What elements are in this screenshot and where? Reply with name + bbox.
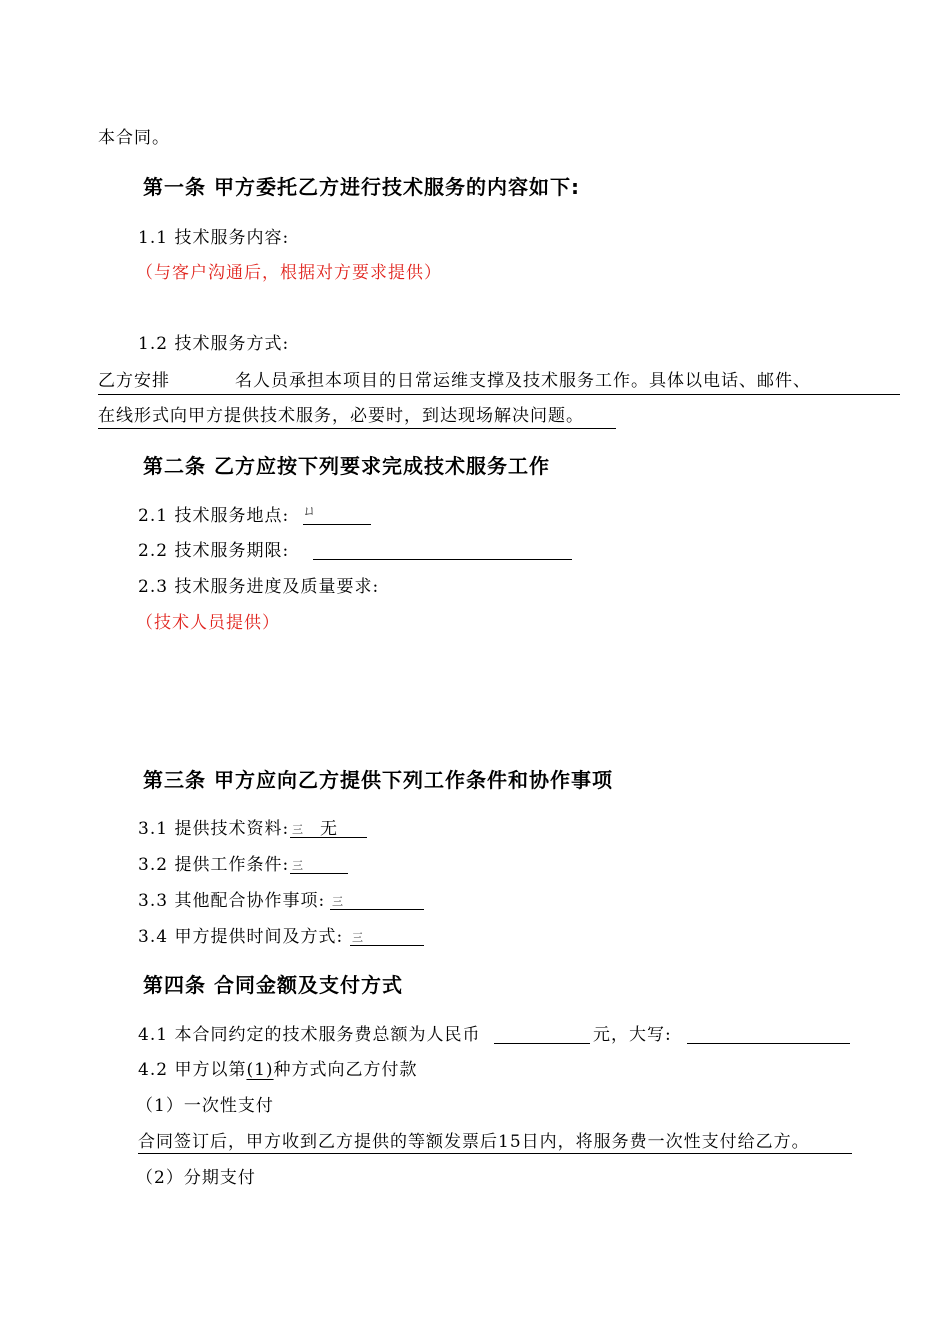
- item-4-1-amount-blank: [494, 1043, 590, 1044]
- item-1-1-note: （与客户沟通后，根据对方要求提供）: [136, 263, 442, 283]
- item-1-2-underline-1: [98, 394, 900, 395]
- payment-option-1: （1）一次性支付: [136, 1096, 274, 1116]
- item-2-2-blank: [313, 559, 572, 560]
- item-3-3-blank: [330, 909, 424, 910]
- item-3-2-mark: 三: [292, 859, 303, 872]
- item-3-4-label: 3.4 甲方提供时间及方式:: [138, 927, 344, 947]
- item-4-1-capital-blank: [687, 1043, 850, 1044]
- intro-text: 本合同。: [98, 128, 170, 148]
- item-1-2-text-a: 乙方安排: [98, 371, 170, 391]
- payment-option-2: （2）分期支付: [136, 1168, 256, 1188]
- item-3-1-blank: [290, 837, 367, 838]
- section-3-heading: 第三条 甲方应向乙方提供下列工作条件和协作事项: [143, 768, 613, 792]
- section-1-heading: 第一条 甲方委托乙方进行技术服务的内容如下:: [143, 175, 580, 199]
- item-2-1-label: 2.1 技术服务地点:: [138, 506, 290, 526]
- item-1-2-text-b: 名人员承担本项目的日常运维支撑及技术服务工作。具体以电话、邮件、: [235, 371, 811, 391]
- item-2-3-label: 2.3 技术服务进度及质量要求:: [138, 577, 380, 597]
- item-4-1-text-b: 元，大写:: [593, 1025, 672, 1045]
- item-4-2-choice: (1): [246, 1060, 274, 1080]
- payment-option-1-underline: [138, 1153, 852, 1154]
- item-3-2-blank: [290, 873, 348, 874]
- item-4-2-line: [138, 1059, 418, 1081]
- item-2-2-label: 2.2 技术服务期限:: [138, 541, 290, 561]
- item-4-2-text-b: 种方式向乙方付款: [273, 1060, 418, 1080]
- item-3-1-mark: 三: [292, 823, 303, 836]
- item-1-1-label: 1.1 技术服务内容:: [138, 228, 290, 248]
- item-4-1-text-a: 4.1 本合同约定的技术服务费总额为人民币: [138, 1025, 481, 1045]
- item-3-2-label: 3.2 提供工作条件:: [138, 855, 290, 875]
- item-3-3-label: 3.3 其他配合协作事项:: [138, 891, 326, 911]
- item-3-4-blank: [350, 945, 424, 946]
- item-1-2-line-1: [98, 370, 811, 392]
- payment-option-1-text: 合同签订后，甲方收到乙方提供的等额发票后15日内，将服务费一次性支付给乙方。: [138, 1132, 810, 1152]
- section-4-heading: 第四条 合同金额及支付方式: [143, 973, 403, 997]
- item-2-1-blank: [303, 524, 371, 525]
- section-2-heading: 第二条 乙方应按下列要求完成技术服务工作: [143, 454, 550, 478]
- item-3-1-label: 3.1 提供技术资料:: [138, 819, 290, 839]
- item-4-2-text-a: 4.2 甲方以第: [138, 1060, 247, 1080]
- item-1-2-line-2: 在线形式向甲方提供技术服务，必要时，到达现场解决问题。: [98, 406, 584, 426]
- item-2-3-note: （技术人员提供）: [136, 613, 280, 633]
- item-1-2-label: 1.2 技术服务方式:: [138, 334, 290, 354]
- item-3-1-value: 无: [320, 819, 338, 839]
- item-3-4-mark: 三: [352, 931, 363, 944]
- item-2-1-mark: ㄩ: [303, 504, 318, 519]
- item-3-3-mark: 三: [332, 895, 343, 908]
- item-1-2-underline-2: [98, 428, 616, 429]
